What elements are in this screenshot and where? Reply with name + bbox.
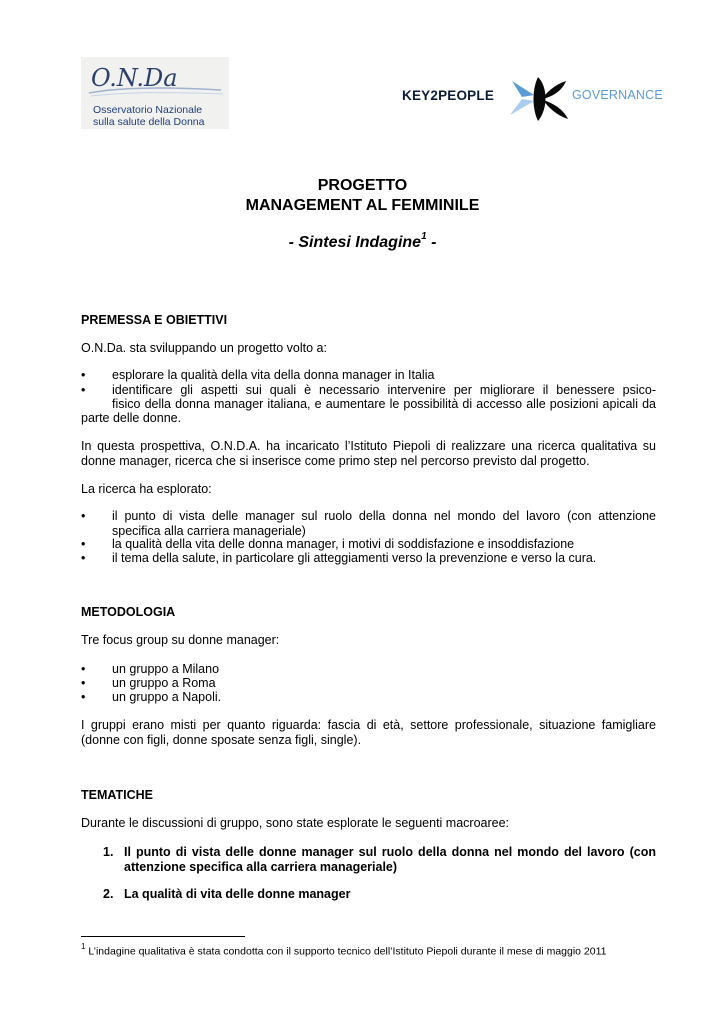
list-item bbox=[81, 537, 656, 552]
footnote-text: L’indagine qualitativa è stata condotta con il supporto tecnico dell’Istituto Piepoli durante il mese di maggio 2011 bbox=[85, 945, 607, 958]
list-item-tail: parte delle donne. bbox=[81, 411, 182, 425]
item-number: 2. bbox=[103, 887, 114, 901]
section-heading-premessa: PREMESSA E OBIETTIVI bbox=[81, 313, 228, 327]
list-item-text: un gruppo a Napoli. bbox=[112, 690, 222, 704]
title-line2: MANAGEMENT AL FEMMINILE bbox=[245, 197, 480, 214]
bullet-icon: • bbox=[81, 676, 86, 690]
bullet-icon: • bbox=[81, 368, 86, 382]
list-item bbox=[81, 383, 656, 398]
list-item-text: il punto di vista delle manager sul ruolo della donna nel mondo del lavoro (con attenzione specifica alla carriera manageriale) bbox=[112, 509, 656, 538]
key2people-governance-logo bbox=[398, 73, 663, 123]
metodologia-intro: Tre focus group su donne manager: bbox=[81, 633, 280, 647]
list-item-text: un gruppo a Roma bbox=[112, 676, 216, 690]
onda-logo-wordmark: O.N.Da bbox=[91, 64, 178, 92]
list-item-text: un gruppo a Milano bbox=[112, 662, 220, 676]
list-item bbox=[81, 551, 656, 566]
list-item bbox=[81, 676, 656, 691]
onda-name-line2: sulla salute della Donna bbox=[93, 116, 205, 128]
list-item bbox=[81, 509, 656, 538]
metodologia-paragraph: I gruppi erano misti per quanto riguarda: fascia di età, settore professionale, situazione famigliare (donne con figli, donne sposate senza figli, single). bbox=[81, 718, 656, 747]
item-number: 1. bbox=[103, 845, 114, 859]
bullet-icon: • bbox=[81, 690, 86, 704]
premessa-paragraph: In questa prospettiva, O.N.D.A. ha incaricato l’Istituto Piepoli di realizzare una ricerca qualitativa su donne manager, ricerca che si inserisce come primo step nel percorso previsto dal progetto. bbox=[81, 439, 656, 468]
list-item-text: esplorare la qualità della vita della donna manager in Italia bbox=[112, 368, 435, 382]
numbered-item-text: La qualità di vita delle donne manager bbox=[124, 887, 351, 901]
footnote-separator bbox=[81, 936, 245, 937]
footnote-mark: 1 bbox=[81, 942, 86, 951]
list-item bbox=[81, 368, 656, 383]
bullet-icon: • bbox=[81, 509, 86, 523]
explored-intro: La ricerca ha esplorato: bbox=[81, 482, 212, 496]
onda-logo-mark bbox=[81, 57, 229, 103]
premessa-intro: O.N.Da. sta sviluppando un progetto volto a: bbox=[81, 341, 327, 355]
list-item-text: fisico della donna manager italiana, e aumentare le possibilità di accesso alle posizioni apicali da bbox=[112, 397, 656, 411]
key2people-k-icon bbox=[508, 75, 572, 123]
onda-name-line1: Osservatorio Nazionale bbox=[93, 104, 203, 116]
governance-wordmark: GOVERNANCE bbox=[572, 88, 663, 102]
footnote-reference: 1 bbox=[421, 230, 427, 242]
footnote bbox=[81, 942, 607, 958]
section-heading-metodologia: METODOLOGIA bbox=[81, 605, 176, 619]
onda-logo bbox=[81, 57, 229, 129]
bullet-icon: • bbox=[81, 551, 86, 565]
list-item-continuation bbox=[81, 397, 656, 412]
subtitle-end: - bbox=[426, 234, 437, 251]
section-heading-tematiche: TEMATICHE bbox=[81, 788, 153, 802]
list-item bbox=[81, 690, 656, 705]
list-item bbox=[81, 662, 656, 677]
key2people-wordmark: KEY2PEOPLE bbox=[402, 88, 495, 103]
bullet-icon: • bbox=[81, 537, 86, 551]
numbered-item bbox=[103, 887, 656, 902]
list-item-text: la qualità della vita delle donna manager, i motivi di soddisfazione e insoddisfazione bbox=[112, 537, 575, 551]
bullet-icon: • bbox=[81, 383, 86, 397]
list-item-text: il tema della salute, in particolare gli atteggiamenti verso la prevenzione e verso la cura. bbox=[112, 551, 597, 565]
title-line1: PROGETTO bbox=[317, 177, 408, 194]
subtitle-text: - Sintesi Indagine bbox=[288, 234, 422, 251]
numbered-item bbox=[103, 845, 656, 874]
numbered-item-text: Il punto di vista delle donne manager sul ruolo della donna nel mondo del lavoro (con attenzione specifica alla carriera manageriale) bbox=[124, 845, 656, 874]
subtitle bbox=[0, 230, 725, 253]
bullet-icon: • bbox=[81, 662, 86, 676]
list-item-text: identificare gli aspetti sui quali è necessario intervenire per migliorare il benessere psico- bbox=[112, 383, 656, 397]
tematiche-intro: Durante le discussioni di gruppo, sono state esplorate le seguenti macroaree: bbox=[81, 816, 510, 830]
